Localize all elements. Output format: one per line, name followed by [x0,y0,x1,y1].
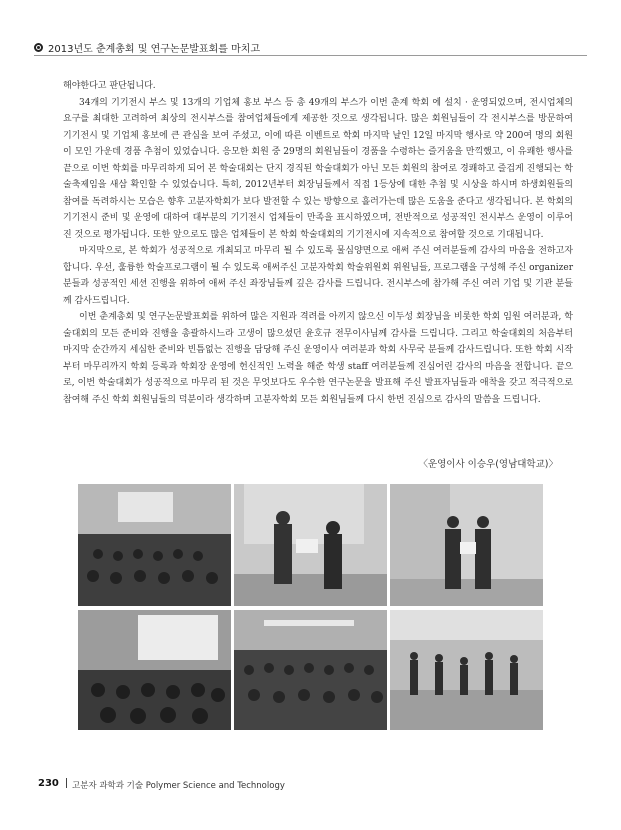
header-divider [34,55,587,56]
photo-audience [234,610,387,730]
bullet-icon [34,43,43,52]
journal-title: 고분자 과학과 기술 Polymer Science and Technology [72,781,285,791]
paragraph-2: 마지막으로, 본 학회가 성공적으로 개최되고 마무리 될 수 있도록 물심양면으로 애써 주신 여러분들께 감사의 마음을 전하고자 합니다. 우선, 훌륭한 학술프로그램이 될 수 있도록 애써주신 고분자학회 학술위원회 위원님들, 프로그램을 구성해 주신 organizer 분들과 성공적인 세션 진행을 위하여 애써 주신 좌장님들께 깊은 감사를 드립니다. 전시부스에 참가해 주신 여러 기업 및 기관 분들께 감사드립니다. [63,246,573,306]
running-header-title: 2013년도 춘계총회 및 연구논문발표회를 마치고 [48,44,261,55]
paragraph-0: 해야한다고 판단됩니다. [63,81,156,91]
paragraph-1: 34개의 기기전시 부스 및 13개의 기업체 홍보 부스 등 총 49개의 부스가 이번 춘계 학회 에 설치 · 운영되었으며, 전시업체의 요구를 최대한 고려하여 최상의 전시부스를 참여업체들에게 제공한 것으로 생각됩니다. 많은 회원님들이 각 전시부스를 방문하여 기기전시 및 기업체 홍보에 큰 관심을 보여 주셨고, 이에 따른 이벤트로 학회 마지막 날인 12일 마지막 행사로 약 200여 명의 회원이 모인 가운데 경품 추첨이 있었습니다. 응모한 회원 중 29명의 회원님들이 경품을 수령하는 즐거움을 만끽했고, 이 유쾌한 행사를 끝으로 이번 학회를 마무리하게 되어 본 학술대회는 단지 경직된 학술대회가 아닌 모든 회원의 참여로 경쾌하고 즐겁게 진행되는 학술축제임을 새삼 확인할 수 있었습니다. 특히, 2012년부터 회장님들께서 직접 1등상에 대한 추첨 및 시상을 하시며 하생회원들의 참여를 독려하시는 모습은 향후 고분자학회가 보다 발전할 수 있는 방향으로 흘러가는데 많은 도움을 준다고 생각됩니다. 본 학회의 기기전시 준비 및 운영에 대하여 대부분의 기기전시 업체들이 만족을 표시하였으며, 전반적으로 성공적인 전시부스 운영이 이루어진 것으로 평가됩니다. 또한 앞으로도 많은 업체들이 본 학회 학술대회의 기기전시에 지속적으로 참여할 것으로 기대됩니다. [63,97,573,240]
paragraph-3: 이번 춘계총회 및 연구논문발표회를 위하여 많은 지원과 격려를 아끼지 않으신 이두성 회장님을 비롯한 학회 임원 여러분과, 학술대회의 모든 준비와 진행을 총괄하시느라 고생이 많으셨던 윤호규 전무이사님께 감사를 드립니다. 그리고 학술대회의 처음부터 마지막 순간까지 세심한 준비와 빈틈없는 진행을 담당해 주신 운영이사 여러분과 학회 사무국 분들께 감사드립니다. 또한 학회 시작부터 마무리까지 학회 등록과 학회장 운영에 헌신적인 노력을 해준 학생 staff 여러분들께 진심어린 감사의 마음을 전합니다. 끝으로, 이번 학술대회가 성공적으로 마무리 된 것은 무엇보다도 우수한 연구논문을 발표해 주신 발표자님들과 애착을 갖고 적극적으로 참여해 주신 학회 회원님들의 덕분이라 생각하며 고분자학회 모든 회원님들께 다시 한번 진심으로 감사의 말씀을 드립니다. [63,312,573,405]
page-number: 230 [38,778,59,789]
photo-lecture-hall [78,484,231,606]
footer-divider [66,778,67,788]
author-signature: 〈운영이사 이승우(영남대학교)〉 [418,459,558,470]
photo-exhibition-hall [390,610,543,730]
article-body [63,78,573,408]
photo-presentation-room [78,610,231,730]
photo-award-ceremony-2 [390,484,543,606]
running-header [34,40,260,55]
photo-award-ceremony-1 [234,484,387,606]
